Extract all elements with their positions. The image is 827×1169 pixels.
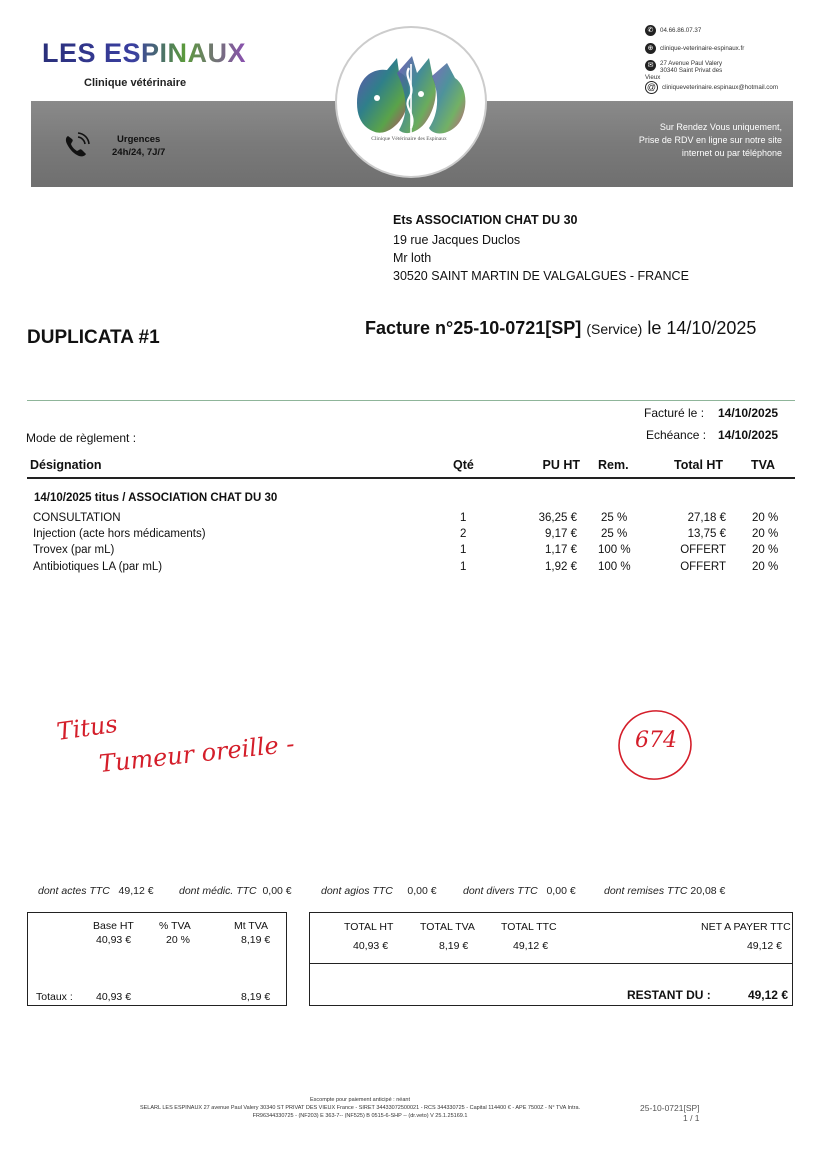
contact-phone: ✆ 04.66.86.07.37 (645, 25, 701, 36)
header-designation: Désignation (30, 458, 102, 472)
restant-label: RESTANT DU : (627, 988, 711, 1002)
cell-rem: 100 % (598, 561, 631, 573)
duplicate-label: DUPLICATA #1 (27, 327, 160, 348)
net-value: 49,12 € (746, 940, 782, 952)
vat-totals-label: Totaux : (36, 991, 73, 1003)
net-label: NET A PAYER TTC (701, 921, 791, 933)
header-pu-ht: PU HT (542, 458, 580, 472)
phone-icon (61, 131, 91, 161)
cell-tva: 20 % (752, 512, 779, 524)
cell-tva: 20 % (752, 544, 779, 556)
cell-pu-ht: 1,92 € (545, 561, 577, 573)
clinic-subtitle: Clinique vétérinaire (84, 77, 187, 89)
header-tva: TVA (751, 458, 776, 472)
total-ttc-value: 49,12 € (513, 940, 549, 952)
footer-line1: Escompte pour paiement anticipé : néant (310, 1097, 410, 1103)
due-label: Echéance : (646, 428, 707, 442)
medic-summary: dont médic. TTC 0,00 € (179, 885, 292, 897)
recipient-contact: Mr loth (393, 251, 432, 265)
actes-summary: dont actes TTC 49,12 € (38, 885, 154, 897)
handwritten-note (40, 700, 340, 790)
cell-pu-ht: 9,17 € (545, 528, 577, 540)
cell-total-ht: 13,75 € (687, 528, 726, 540)
invoice-number: Facture n°25-10-0721[SP] (365, 318, 582, 338)
remises-summary: dont remises TTC 20,08 € (604, 885, 726, 897)
cell-qty: 1 (460, 561, 467, 573)
emergency-label: Urgences (117, 134, 161, 145)
vat-base-label: Base HT (93, 920, 134, 932)
emergency-info (112, 133, 165, 159)
divers-summary: dont divers TTC 0,00 € (463, 885, 576, 897)
at-icon: @ (646, 82, 657, 92)
contact-address: ✉ 27 Avenue Paul Valery 30340 Saint Privat des Vieux (645, 60, 723, 81)
cell-pu-ht: 36,25 € (538, 512, 577, 524)
footer-line3: FR96344330725 - (NF203) E 363-7-- (NF525) B 0515-6-SHP -- (dr.veto) V 25.1.25169.1 (252, 1113, 468, 1119)
payment-mode-label: Mode de règlement : (26, 431, 137, 445)
recipient-name: Ets ASSOCIATION CHAT DU 30 (393, 213, 578, 227)
invoice-type: (Service) (586, 321, 643, 337)
cell-total-ht: 27,18 € (687, 512, 726, 524)
vat-totals-mt: 8,19 € (241, 991, 271, 1003)
total-ht-value: 40,93 € (353, 940, 389, 952)
header-rem: Rem. (598, 458, 629, 472)
circled-number-text: 674 (635, 728, 677, 753)
total-ht-label: TOTAL HT (344, 921, 394, 933)
header-qty: Qté (453, 458, 474, 472)
rdv-line2: Prise de RDV en ligne sur notre site (638, 135, 782, 145)
cell-rem: 100 % (598, 544, 631, 556)
restant-value: 49,12 € (747, 988, 788, 1002)
totals-divider (310, 963, 792, 964)
footer-line2: SELARL LES ESPINAUX 27 avenue Paul Valery 30340 ST PRIVAT DES VIEUX France - SIRET 34433072500021 - RCS 344330725 - Capital 114400 € - APE 7500Z - N° TVA Intra. (139, 1105, 581, 1111)
vat-totals-base: 40,93 € (96, 991, 132, 1003)
logo-caption: Clinique Vétérinaire des Espinaux (371, 136, 447, 142)
total-tva-label: TOTAL TVA (420, 921, 475, 933)
due-date: 14/10/2025 (718, 428, 779, 442)
vat-mt-value: 8,19 € (241, 934, 271, 946)
cell-rem: 25 % (601, 528, 628, 540)
footer-legal (80, 1096, 640, 1120)
appointment-info (590, 121, 782, 160)
divider (27, 400, 795, 401)
circled-number (615, 705, 700, 785)
invoice-title (365, 318, 756, 339)
animals-logo-icon (337, 28, 485, 176)
rdv-line1: Sur Rendez Vous uniquement, (659, 122, 782, 132)
cell-tva: 20 % (752, 528, 779, 540)
cell-qty: 2 (460, 528, 467, 540)
cell-designation: Trovex (par mL) (33, 544, 115, 556)
cell-designation: Antibiotiques LA (par mL) (33, 561, 163, 573)
cell-tva: 20 % (752, 561, 779, 573)
recipient-city: 30520 SAINT MARTIN DE VALGALGUES - FRANCE (393, 269, 689, 283)
vat-base-value: 40,93 € (96, 934, 132, 946)
group-title: 14/10/2025 titus / ASSOCIATION CHAT DU 30 (34, 492, 278, 504)
cell-designation: Injection (acte hors médicaments) (33, 528, 206, 540)
contact-email[interactable]: @ cliniqueveterinaire.espinaux@hotmail.com (646, 82, 778, 92)
rdv-line3: internet ou par téléphone (681, 148, 782, 158)
cell-qty: 1 (460, 544, 467, 556)
vat-pct-value: 20 % (166, 934, 190, 946)
recipient-street: 19 rue Jacques Duclos (393, 233, 521, 247)
handwritten-line2: Tumeur oreille - (97, 729, 296, 778)
emergency-hours: 24h/24, 7J/7 (112, 147, 166, 158)
total-ttc-label: TOTAL TTC (501, 921, 557, 933)
cell-total-ht: OFFERT (680, 544, 726, 556)
header-total-ht: Total HT (674, 458, 724, 472)
cell-rem: 25 % (601, 512, 628, 524)
phone-icon: ✆ (645, 25, 656, 36)
clinic-logo (335, 26, 487, 178)
globe-icon: ⊕ (645, 43, 656, 54)
billed-label: Facturé le : (644, 406, 705, 420)
contact-website[interactable]: ⊕ clinique-veterinaire-espinaux.fr (645, 43, 744, 54)
location-icon: ✉ (645, 60, 656, 71)
table-header-rule (27, 477, 795, 479)
billed-date: 14/10/2025 (718, 406, 779, 420)
cell-designation: CONSULTATION (33, 512, 121, 524)
cell-qty: 1 (460, 512, 467, 524)
agios-summary: dont agios TTC 0,00 € (321, 885, 437, 897)
vat-mt-label: Mt TVA (234, 920, 269, 932)
cell-pu-ht: 1,17 € (545, 544, 577, 556)
page-number: 1 / 1 (683, 1113, 700, 1123)
footer-reference (640, 1103, 700, 1123)
handwritten-line1: Titus (54, 709, 120, 746)
vat-pct-label: % TVA (159, 920, 191, 932)
footer-ref: 25-10-0721[SP] (640, 1103, 700, 1113)
clinic-name: LES ESPINAUX (42, 38, 247, 68)
cell-total-ht: OFFERT (680, 561, 726, 573)
total-tva-value: 8,19 € (439, 940, 469, 952)
invoice-date: le 14/10/2025 (647, 318, 757, 338)
